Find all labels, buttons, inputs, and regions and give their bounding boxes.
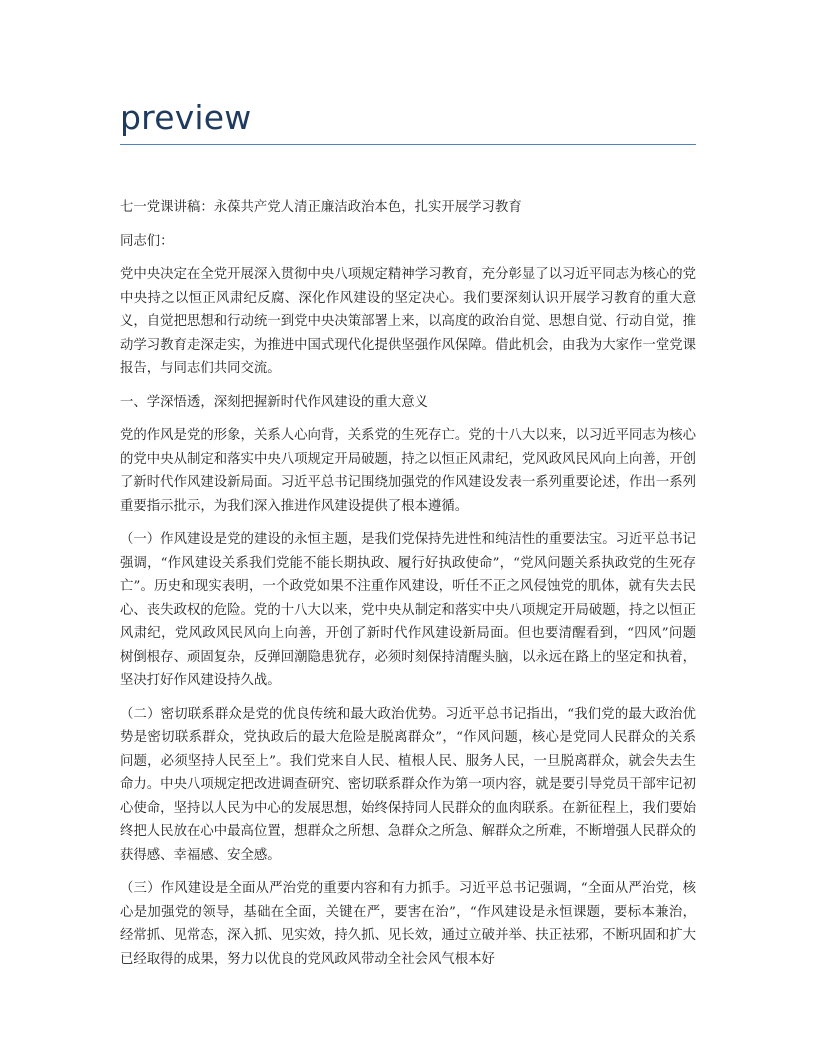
body-paragraph: 党的作风是党的形象，关系人心向背，关系党的生死存亡。党的十八大以来，以习近平同志为核心的党中央从制定和落实中央八项规定开局破题，持之以恒正风肃纪，党风政风民风向上向善，开创了新时代作风建设新局面。习近平总书记围绕加强党的作风建设发表一系列重要论述，作出一系列重要指示批示，为我们深入推进作风建设提供了根本遵循。 (120, 428, 696, 514)
section-heading: 一、学深悟透，深刻把握新时代作风建设的重大意义 (120, 394, 428, 410)
lecture-heading: 七一党课讲稿：永葆共产党人清正廉洁政治本色，扎实开展学习教育 (120, 200, 522, 215)
salutation: 同志们： (120, 233, 174, 249)
document-body (120, 196, 696, 981)
body-paragraph: （三）作风建设是全面从严治党的重要内容和有力抓手。习近平总书记强调，“全面从严治党，核心是加强党的领导，基础在全面，关键在严，要害在治”，“作风建设是永恒课题，要标本兼治，经常抓、见常态，深入抓、见实效，持久抓、见长效，通过立破并举、扶正祛邪，不断巩固和扩大已经取得的成果，努力以优良的党风政风带动全社会风气根本好 (120, 881, 696, 967)
title-divider (120, 144, 696, 145)
body-paragraph: （一）作风建设是党的建设的永恒主题，是我们党保持先进性和纯洁性的重要法宝。习近平总书记强调，“作风建设关系我们党能不能长期执政、履行好执政使命”，“党风问题关系执政党的生死存亡”。历史和现实表明，一个政党如果不注重作风建设，听任不正之风侵蚀党的肌体，就有失去民心、丧失政权的危险。党的十八大以来，党中央从制定和落实中央八项规定开局破题，持之以恒正风肃纪，党风政风民风向上向善，开创了新时代作风建设新局面。但也要清醒看到，“四风”问题树倒根存、顽固复杂，反弹回潮隐患犹存，必须时刻保持清醒头脑，以永远在路上的坚定和执着，坚决打好作风建设持久战。 (120, 532, 696, 688)
body-paragraph: （二）密切联系群众是党的优良传统和最大政治优势。习近平总书记指出，“我们党的最大政治优势是密切联系群众，党执政后的最大危险是脱离群众”，“作风问题，核心是党同人民群众的关系问题，必须坚持人民至上”。我们党来自人民、植根人民、服务人民，一旦脱离群众，就会失去生命力。中央八项规定把改进调查研究、密切联系群众作为第一项内容，就是要引导党员干部牢记初心使命，坚持以人民为中心的发展思想，始终保持同人民群众的血肉联系。在新征程上，我们要始终把人民放在心中最高位置，想群众之所想、急群众之所急、解群众之所难，不断增强人民群众的获得感、幸福感、安全感。 (120, 706, 696, 863)
document-title: preview (120, 98, 252, 137)
body-paragraph: 党中央决定在全党开展深入贯彻中央八项规定精神学习教育，充分彰显了以习近平同志为核心的党中央持之以恒正风肃纪反腐、深化作风建设的坚定决心。我们要深刻认识开展学习教育的重大意义，自觉把思想和行动统一到党中央决策部署上来，以高度的政治自觉、思想自觉、行动自觉，推动学习教育走深走实，为推进中国式现代化提供坚强作风保障。借此机会，由我为大家作一堂党课报告，与同志们共同交流。 (120, 267, 696, 376)
